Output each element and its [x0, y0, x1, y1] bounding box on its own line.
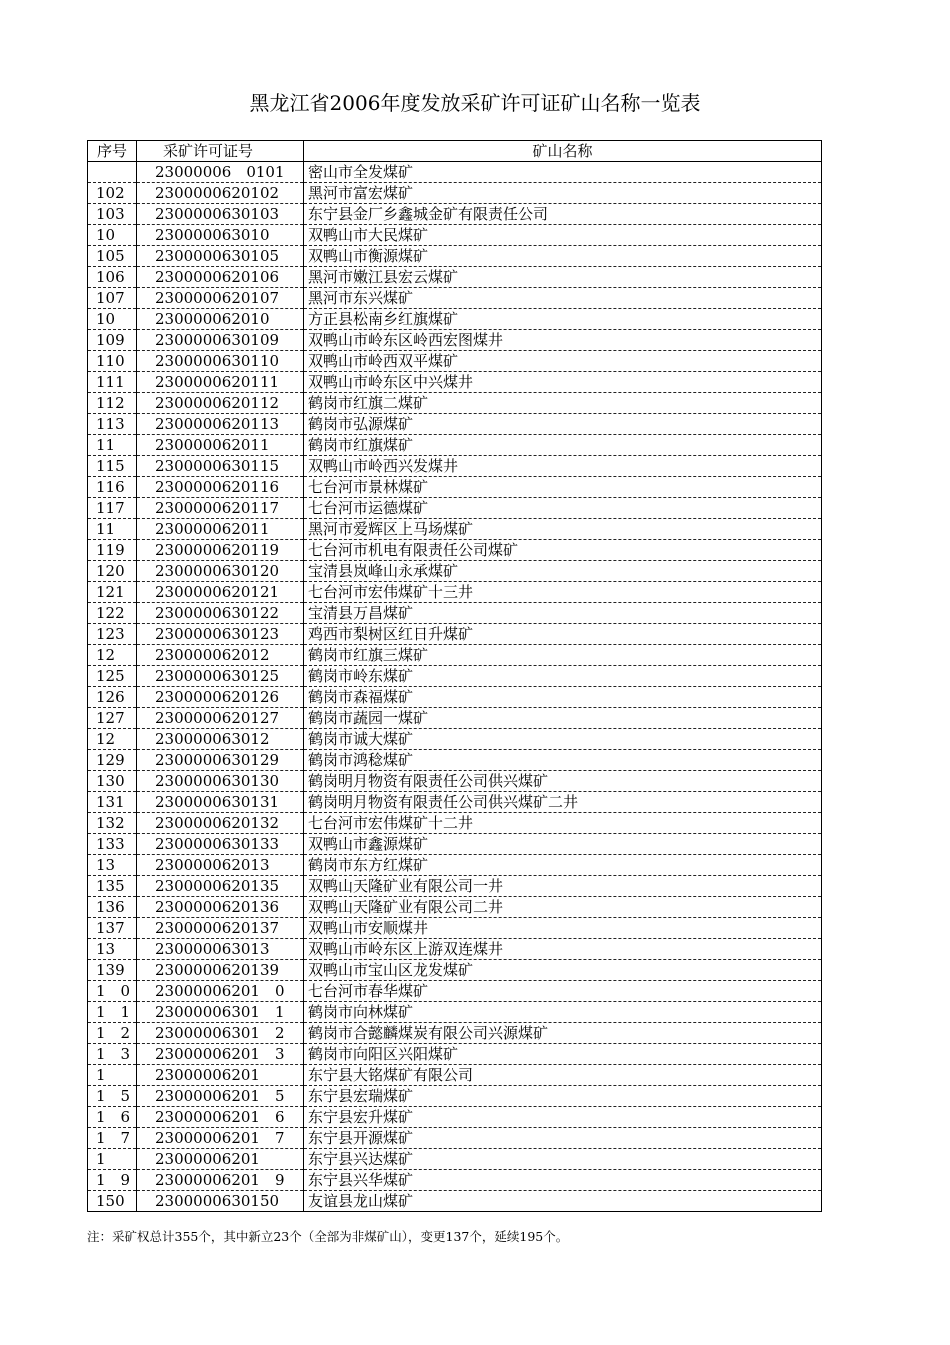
- cell-mine-name: 鹤岗市岭东煤矿: [304, 666, 822, 687]
- table-row: [88, 666, 822, 687]
- cell-license: 2300000620113: [137, 414, 304, 435]
- table-row: [88, 939, 822, 960]
- table-row: [88, 204, 822, 225]
- cell-license: 2300000620112: [137, 393, 304, 414]
- cell-mine-name: 七台河市宏伟煤矿十三井: [304, 582, 822, 603]
- cell-no: 103: [88, 204, 137, 225]
- cell-mine-name: 鹤岗市森福煤矿: [304, 687, 822, 708]
- cell-no: 120: [88, 561, 137, 582]
- cell-no: 127: [88, 708, 137, 729]
- cell-mine-name: 鹤岗市合懿麟煤炭有限公司兴源煤矿: [304, 1023, 822, 1044]
- cell-license: 2300000630125: [137, 666, 304, 687]
- cell-no: 1 9: [88, 1170, 137, 1191]
- cell-license: 2300000630129: [137, 750, 304, 771]
- cell-license: 230000063010: [137, 225, 304, 246]
- table-row: [88, 834, 822, 855]
- table-row: [88, 393, 822, 414]
- table-row: [88, 1128, 822, 1149]
- cell-mine-name: 鹤岗市向阳区兴阳煤矿: [304, 1044, 822, 1065]
- table-row: [88, 1065, 822, 1086]
- cell-license: 2300000620117: [137, 498, 304, 519]
- column-header-name: 矿山名称: [304, 141, 822, 162]
- table-row: [88, 498, 822, 519]
- cell-mine-name: 双鸭山市岭东区中兴煤井: [304, 372, 822, 393]
- table-row: [88, 582, 822, 603]
- cell-mine-name: 鹤岗市向林煤矿: [304, 1002, 822, 1023]
- cell-mine-name: 鹤岗市蔬园一煤矿: [304, 708, 822, 729]
- cell-no: 123: [88, 624, 137, 645]
- cell-license: 23000006201 0: [137, 981, 304, 1002]
- table-row: [88, 267, 822, 288]
- cell-license: 230000062012: [137, 645, 304, 666]
- table-row: [88, 477, 822, 498]
- cell-no: 131: [88, 792, 137, 813]
- cell-mine-name: 鹤岗市红旗三煤矿: [304, 645, 822, 666]
- table-row: [88, 519, 822, 540]
- table-row: [88, 624, 822, 645]
- table-row: [88, 162, 822, 183]
- cell-license: 230000062010: [137, 309, 304, 330]
- cell-mine-name: 东宁县大铭煤矿有限公司: [304, 1065, 822, 1086]
- cell-mine-name: 双鸭山市岭西兴发煤井: [304, 456, 822, 477]
- cell-license: 2300000630131: [137, 792, 304, 813]
- cell-no: 129: [88, 750, 137, 771]
- cell-mine-name: 东宁县开源煤矿: [304, 1128, 822, 1149]
- cell-mine-name: 黑河市嫩江县宏云煤矿: [304, 267, 822, 288]
- table-row: [88, 708, 822, 729]
- cell-no: 113: [88, 414, 137, 435]
- cell-mine-name: 鹤岗市东方红煤矿: [304, 855, 822, 876]
- cell-no: 121: [88, 582, 137, 603]
- table-row: [88, 414, 822, 435]
- cell-license: 230000062013: [137, 855, 304, 876]
- table-row: [88, 1023, 822, 1044]
- cell-no: 105: [88, 246, 137, 267]
- cell-mine-name: 双鸭山市大民煤矿: [304, 225, 822, 246]
- cell-license: 230000062011: [137, 519, 304, 540]
- cell-license: 2300000630105: [137, 246, 304, 267]
- cell-license: 2300000630133: [137, 834, 304, 855]
- cell-license: 23000006301 2: [137, 1023, 304, 1044]
- table-row: [88, 1002, 822, 1023]
- table-row: [88, 309, 822, 330]
- table-row: [88, 246, 822, 267]
- cell-mine-name: 鹤岗市弘源煤矿: [304, 414, 822, 435]
- cell-no: 130: [88, 771, 137, 792]
- cell-license: 230000063013: [137, 939, 304, 960]
- cell-no: 11: [88, 519, 137, 540]
- cell-license: 2300000620119: [137, 540, 304, 561]
- cell-mine-name: 鸡西市梨树区红日升煤矿: [304, 624, 822, 645]
- cell-mine-name: 双鸭山市宝山区龙发煤矿: [304, 960, 822, 981]
- table-row: [88, 183, 822, 204]
- cell-no: 150: [88, 1191, 137, 1212]
- table-row: [88, 897, 822, 918]
- cell-no: 1 2: [88, 1023, 137, 1044]
- cell-license: 2300000630103: [137, 204, 304, 225]
- cell-license: 2300000630150: [137, 1191, 304, 1212]
- table-row: [88, 1044, 822, 1065]
- cell-license: 2300000620116: [137, 477, 304, 498]
- cell-mine-name: 双鸭山市鑫源煤矿: [304, 834, 822, 855]
- table-row: [88, 876, 822, 897]
- cell-license: 2300000620132: [137, 813, 304, 834]
- table-body: [88, 162, 822, 1212]
- cell-no: 133: [88, 834, 137, 855]
- cell-no: 139: [88, 960, 137, 981]
- cell-mine-name: 双鸭山市衡源煤矿: [304, 246, 822, 267]
- cell-mine-name: 鹤岗市红旗二煤矿: [304, 393, 822, 414]
- cell-mine-name: 密山市全发煤矿: [304, 162, 822, 183]
- table-row: [88, 687, 822, 708]
- cell-license: 2300000620136: [137, 897, 304, 918]
- table-row: [88, 435, 822, 456]
- cell-no: 116: [88, 477, 137, 498]
- cell-license: 23000006201: [137, 1065, 304, 1086]
- cell-mine-name: 黑河市东兴煤矿: [304, 288, 822, 309]
- table-row: [88, 918, 822, 939]
- cell-license: 2300000620107: [137, 288, 304, 309]
- cell-license: 230000063012: [137, 729, 304, 750]
- cell-license: 23000006 0101: [137, 162, 304, 183]
- table-row: [88, 372, 822, 393]
- table-row: [88, 561, 822, 582]
- cell-license: 2300000620111: [137, 372, 304, 393]
- cell-no: 117: [88, 498, 137, 519]
- cell-mine-name: 鹤岗明月物资有限责任公司供兴煤矿二井: [304, 792, 822, 813]
- cell-license: 2300000630120: [137, 561, 304, 582]
- cell-no: 125: [88, 666, 137, 687]
- cell-no: 1 6: [88, 1107, 137, 1128]
- table-row: [88, 603, 822, 624]
- cell-mine-name: 七台河市景林煤矿: [304, 477, 822, 498]
- cell-mine-name: 鹤岗明月物资有限责任公司供兴煤矿: [304, 771, 822, 792]
- cell-no: 1 5: [88, 1086, 137, 1107]
- footnote: 注：采矿权总计355个，其中新立23个（全部为非煤矿山），变更137个，延续195个。: [87, 1229, 569, 1244]
- cell-no: 132: [88, 813, 137, 834]
- cell-no: 135: [88, 876, 137, 897]
- cell-no: 13: [88, 939, 137, 960]
- cell-mine-name: 东宁县宏瑞煤矿: [304, 1086, 822, 1107]
- cell-no: 1 7: [88, 1128, 137, 1149]
- cell-mine-name: 东宁县兴达煤矿: [304, 1149, 822, 1170]
- cell-no: 119: [88, 540, 137, 561]
- table-row: [88, 330, 822, 351]
- cell-license: 2300000630122: [137, 603, 304, 624]
- column-header-license: 采矿许可证号: [137, 141, 304, 162]
- table-row: [88, 1107, 822, 1128]
- table-row: [88, 456, 822, 477]
- cell-no: 12: [88, 729, 137, 750]
- cell-no: 1: [88, 1065, 137, 1086]
- cell-mine-name: 鹤岗市红旗煤矿: [304, 435, 822, 456]
- cell-no: 110: [88, 351, 137, 372]
- cell-no: 10: [88, 309, 137, 330]
- cell-no: 13: [88, 855, 137, 876]
- table-row: [88, 960, 822, 981]
- cell-no: 137: [88, 918, 137, 939]
- cell-no: 112: [88, 393, 137, 414]
- cell-mine-name: 鹤岗市鸿稔煤矿: [304, 750, 822, 771]
- table-row: [88, 981, 822, 1002]
- table-row: [88, 225, 822, 246]
- cell-no: 1 0: [88, 981, 137, 1002]
- cell-license: 2300000620102: [137, 183, 304, 204]
- cell-mine-name: 友谊县龙山煤矿: [304, 1191, 822, 1212]
- cell-license: 2300000620121: [137, 582, 304, 603]
- cell-mine-name: 双鸭山天隆矿业有限公司一井: [304, 876, 822, 897]
- cell-no: 136: [88, 897, 137, 918]
- table-header-row: [88, 141, 822, 162]
- table-row: [88, 813, 822, 834]
- cell-mine-name: 七台河市机电有限责任公司煤矿: [304, 540, 822, 561]
- cell-no: 1: [88, 1149, 137, 1170]
- cell-license: 23000006201 9: [137, 1170, 304, 1191]
- cell-mine-name: 七台河市宏伟煤矿十二井: [304, 813, 822, 834]
- cell-no: 126: [88, 687, 137, 708]
- cell-mine-name: 宝清县岚峰山永承煤矿: [304, 561, 822, 582]
- cell-mine-name: 方正县松南乡红旗煤矿: [304, 309, 822, 330]
- table-row: [88, 540, 822, 561]
- cell-no: [88, 162, 137, 183]
- page-title: 黑龙江省2006年度发放采矿许可证矿山名称一览表: [249, 91, 701, 115]
- cell-mine-name: 双鸭山市岭西双平煤矿: [304, 351, 822, 372]
- cell-no: 111: [88, 372, 137, 393]
- cell-mine-name: 东宁县金厂乡鑫城金矿有限责任公司: [304, 204, 822, 225]
- cell-license: 2300000620106: [137, 267, 304, 288]
- column-header-no: 序号: [88, 141, 137, 162]
- table-row: [88, 1086, 822, 1107]
- cell-license: 23000006201 6: [137, 1107, 304, 1128]
- license-table: [87, 140, 822, 1212]
- cell-license: 2300000630115: [137, 456, 304, 477]
- cell-mine-name: 双鸭山市岭东区岭西宏图煤井: [304, 330, 822, 351]
- table-row: [88, 792, 822, 813]
- cell-mine-name: 东宁县宏升煤矿: [304, 1107, 822, 1128]
- cell-no: 107: [88, 288, 137, 309]
- cell-mine-name: 黑河市富宏煤矿: [304, 183, 822, 204]
- cell-no: 115: [88, 456, 137, 477]
- table-row: [88, 351, 822, 372]
- cell-no: 106: [88, 267, 137, 288]
- cell-mine-name: 七台河市运德煤矿: [304, 498, 822, 519]
- table-row: [88, 1149, 822, 1170]
- cell-license: 2300000620139: [137, 960, 304, 981]
- table-row: [88, 855, 822, 876]
- table-row: [88, 288, 822, 309]
- table-row: [88, 645, 822, 666]
- cell-no: 109: [88, 330, 137, 351]
- cell-no: 1 1: [88, 1002, 137, 1023]
- cell-license: 2300000620127: [137, 708, 304, 729]
- table-row: [88, 750, 822, 771]
- cell-license: 2300000630110: [137, 351, 304, 372]
- table-row: [88, 729, 822, 750]
- cell-no: 12: [88, 645, 137, 666]
- cell-license: 23000006301 1: [137, 1002, 304, 1023]
- cell-mine-name: 东宁县兴华煤矿: [304, 1170, 822, 1191]
- cell-mine-name: 双鸭山市安顺煤井: [304, 918, 822, 939]
- cell-license: 23000006201 3: [137, 1044, 304, 1065]
- cell-no: 11: [88, 435, 137, 456]
- table-row: [88, 1191, 822, 1212]
- cell-license: 2300000630109: [137, 330, 304, 351]
- cell-license: 2300000620126: [137, 687, 304, 708]
- cell-license: 2300000630123: [137, 624, 304, 645]
- cell-mine-name: 七台河市春华煤矿: [304, 981, 822, 1002]
- cell-license: 2300000620137: [137, 918, 304, 939]
- cell-license: 23000006201: [137, 1149, 304, 1170]
- cell-mine-name: 鹤岗市诚大煤矿: [304, 729, 822, 750]
- cell-mine-name: 宝清县万昌煤矿: [304, 603, 822, 624]
- cell-mine-name: 黑河市爱辉区上马场煤矿: [304, 519, 822, 540]
- cell-no: 122: [88, 603, 137, 624]
- cell-license: 23000006201 5: [137, 1086, 304, 1107]
- cell-license: 2300000620135: [137, 876, 304, 897]
- cell-no: 10: [88, 225, 137, 246]
- cell-mine-name: 双鸭山市岭东区上游双连煤井: [304, 939, 822, 960]
- cell-no: 1 3: [88, 1044, 137, 1065]
- cell-license: 230000062011: [137, 435, 304, 456]
- cell-no: 102: [88, 183, 137, 204]
- cell-license: 2300000630130: [137, 771, 304, 792]
- cell-mine-name: 双鸭山天隆矿业有限公司二井: [304, 897, 822, 918]
- table-row: [88, 1170, 822, 1191]
- cell-license: 23000006201 7: [137, 1128, 304, 1149]
- table-row: [88, 771, 822, 792]
